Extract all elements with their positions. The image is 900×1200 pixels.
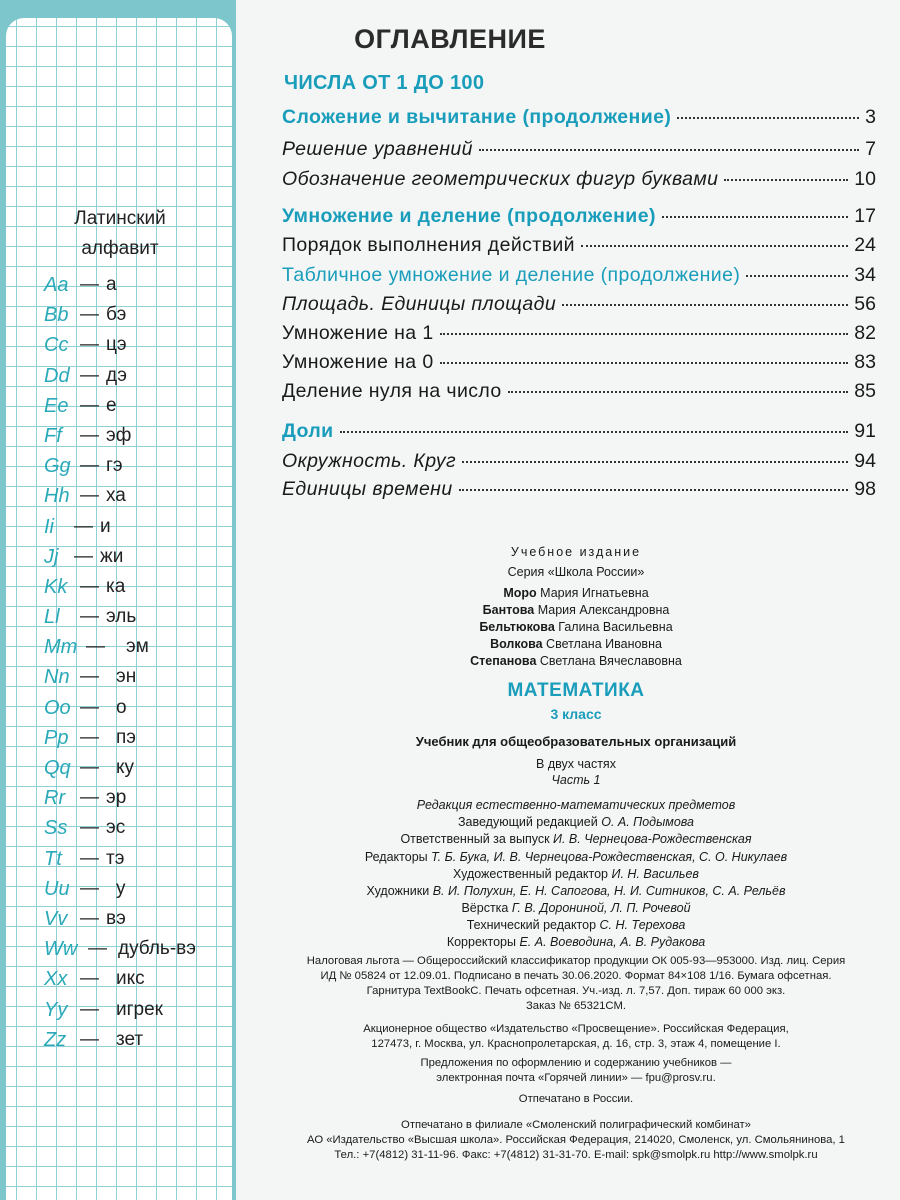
toc-entry[interactable] — [282, 420, 876, 443]
book-title: МАТЕМАТИКА — [507, 680, 645, 701]
editorial-label: Редакция естественно-математических предметов — [416, 798, 736, 812]
dot-leader — [462, 461, 848, 463]
latin-letter: Xx — [44, 968, 68, 991]
tech-info-line: ИД № 05824 от 12.09.01. Подписано в печать 30.06.2020. Формат 84×108 1/16. Бумага офсетная. — [320, 970, 832, 982]
pronunciation: зет — [116, 1028, 144, 1050]
toc-entry-page: 17 — [854, 205, 876, 227]
credit-line — [270, 900, 882, 916]
credit-role: Вёрстка — [461, 901, 509, 915]
dot-leader — [724, 179, 848, 181]
credit-role: Ответственный за выпуск — [400, 832, 550, 846]
toc-entry-title: Порядок выполнения действий — [282, 234, 575, 256]
toc-entry-page: 10 — [854, 168, 876, 190]
credit-role: Художественный редактор — [453, 867, 609, 881]
series-label: Серия «Школа России» — [507, 565, 645, 579]
toc-entry[interactable] — [282, 450, 876, 473]
toc-entry[interactable] — [282, 293, 876, 316]
alphabet-row: Vv — вэ — [44, 904, 196, 934]
tech-info-line: Гарнитура TextBookC. Печать офсетная. Уч.-изд. л. 7,57. Доп. тираж 60 000 экз. — [366, 985, 786, 997]
alphabet-row: Aa — а — [44, 270, 196, 300]
edition-label: Учебное издание — [510, 545, 642, 559]
toc-entry[interactable] — [282, 351, 876, 374]
pronunciation: е — [106, 394, 117, 416]
alphabet-row: Ww — дубль-вэ — [44, 934, 196, 964]
printer-line: Отпечатано в филиале «Смоленский полиграфический комбинат» — [401, 1119, 751, 1131]
credit-line — [270, 849, 882, 865]
credit-names: Т. Б. Бука, И. В. Чернецова-Рождественская, С. О. Никулаев — [431, 850, 788, 864]
toc-entry-title: Умножение на 1 — [282, 322, 434, 344]
pronunciation: эль — [106, 606, 137, 628]
latin-letter: Dd — [44, 364, 70, 387]
latin-letter: Zz — [44, 1028, 67, 1051]
toc-title: ОГЛАВЛЕНИЕ — [354, 24, 546, 54]
toc-entry-title: Табличное умножение и деление (продолжение) — [282, 264, 741, 286]
pronunciation: дэ — [106, 364, 127, 386]
toc-entry-title: Площадь. Единицы площади — [282, 293, 557, 315]
author-name: Галина Васильевна — [558, 620, 673, 634]
latin-letter: Tt — [44, 847, 62, 870]
tech-info-line: Налоговая льгота — Общероссийский классификатор продукции ОК 005-93—953000. Изд. лиц. Серия — [306, 955, 846, 967]
latin-letter: Hh — [44, 485, 70, 508]
pronunciation: эс — [106, 817, 126, 839]
publisher-line: 127473, г. Москва, ул. Краснопролетарская, д. 16, стр. 3, этаж 4, помещение I. — [371, 1038, 781, 1050]
toc-entry-page: 85 — [854, 380, 876, 402]
author-surname: Бантова — [482, 603, 535, 617]
author-name: Светлана Ивановна — [546, 637, 662, 651]
toc-entry-page: 91 — [854, 420, 876, 442]
latin-letter: Mm — [44, 636, 78, 659]
alphabet-row: Gg — гэ — [44, 451, 196, 481]
dot-leader — [562, 304, 848, 306]
toc-entry[interactable] — [282, 138, 876, 161]
author — [270, 653, 882, 669]
pronunciation: ка — [106, 575, 126, 597]
printed-in-label: Отпечатано в России. — [518, 1093, 634, 1105]
dot-leader — [459, 489, 849, 491]
tech-info-line: Заказ № 65321СМ. — [525, 1000, 627, 1012]
toc-entry[interactable] — [282, 380, 876, 403]
toc-entry-page: 56 — [854, 293, 876, 315]
pronunciation: пэ — [116, 726, 136, 748]
toc-entry[interactable] — [282, 322, 876, 345]
author-name: Светлана Вячеславовна — [539, 654, 682, 668]
latin-letter: Vv — [44, 907, 68, 930]
publisher-line: Акционерное общество «Издательство «Просвещение». Российская Федерация, — [363, 1023, 789, 1035]
pronunciation: а — [106, 274, 117, 295]
toc-entry[interactable] — [282, 234, 876, 257]
pronunciation: ку — [116, 757, 135, 778]
parts-label: В двух частях — [536, 757, 616, 771]
author — [270, 585, 882, 601]
pronunciation: игрек — [116, 998, 163, 1020]
dot-leader — [581, 245, 848, 247]
credit-line — [270, 814, 882, 830]
author-surname: Бельтюкова — [479, 620, 555, 634]
alphabet-title-line1: Латинский — [74, 208, 166, 229]
credit-names: И. Н. Васильев — [611, 867, 699, 881]
alphabet-row: Qq — ку — [44, 753, 196, 783]
dot-leader — [746, 275, 848, 277]
latin-letter: Ii — [44, 515, 54, 538]
credit-names: С. Н. Терехова — [599, 918, 686, 932]
credit-role: Технический редактор — [466, 918, 597, 932]
latin-letter: Jj — [44, 545, 59, 568]
alphabet-row: Ee — е — [44, 391, 196, 421]
author-surname: Степанова — [470, 654, 537, 668]
toc-entry-page: 3 — [865, 106, 876, 128]
offers-line: Предложения по оформлению и содержанию учебников — — [420, 1057, 732, 1069]
author — [270, 636, 882, 652]
latin-letter: Ww — [44, 938, 78, 961]
toc-entry[interactable] — [282, 478, 876, 501]
latin-letter: Ff — [44, 424, 62, 447]
toc-chapter: ЧИСЛА ОТ 1 ДО 100 — [284, 72, 485, 94]
printer-line: Тел.: +7(4812) 31-11-96. Факс: +7(4812) 31-31-70. E-mail: spk@smolpk.ru http://www.smolpk.ru — [334, 1149, 818, 1161]
latin-letter: Uu — [44, 877, 70, 900]
alphabet-row: Yy — игрек — [44, 995, 196, 1025]
pronunciation: эм — [126, 636, 149, 658]
credit-role: Заведующий редакцией — [457, 815, 598, 829]
latin-letter: Nn — [44, 666, 70, 689]
credit-names: В. И. Полухин, Е. Н. Сапогова, Н. И. Ситников, С. А. Рельёв — [432, 884, 786, 898]
dot-leader — [340, 431, 849, 433]
credit-names: О. А. Подымова — [601, 815, 695, 829]
author-surname: Моро — [503, 586, 537, 600]
credit-line — [270, 866, 882, 882]
alphabet-row: Oo — о — [44, 693, 196, 723]
latin-letter: Kk — [44, 575, 68, 598]
alphabet-row: Zz — зет — [44, 1025, 196, 1055]
pronunciation: ха — [106, 485, 126, 507]
dot-leader — [440, 333, 849, 335]
credit-role: Корректоры — [446, 935, 516, 949]
alphabet-row: Uu — у — [44, 874, 196, 904]
alphabet-row: Dd — дэ — [44, 361, 196, 391]
toc-entry[interactable] — [282, 106, 876, 129]
pronunciation: эн — [116, 666, 137, 688]
pronunciation: жи — [100, 545, 124, 567]
book-subtitle: Учебник для общеобразовательных организаций — [415, 734, 737, 749]
toc-entry-page: 83 — [854, 351, 876, 373]
alphabet-row: Mm — эм — [44, 632, 196, 662]
pronunciation: дубль-вэ — [118, 938, 196, 960]
credit-names: Е. А. Воеводина, А. В. Рудакова — [519, 935, 706, 949]
dot-leader — [440, 362, 849, 364]
alphabet-title-line2: алфавит — [81, 238, 159, 259]
latin-letter: Aa — [44, 274, 69, 296]
alphabet-row: Nn — эн — [44, 662, 196, 692]
toc-entry-title: Обозначение геометрических фигур буквами — [282, 168, 719, 190]
credit-line — [270, 883, 882, 899]
dot-leader — [508, 391, 849, 393]
toc-entry-title: Окружность. Круг — [282, 450, 457, 472]
alphabet-row: Tt — тэ — [44, 844, 196, 874]
pronunciation: и — [100, 515, 111, 537]
latin-letter: Qq — [44, 757, 71, 779]
toc-entry-page: 34 — [854, 264, 876, 286]
pronunciation: икс — [116, 968, 145, 990]
alphabet-row: Bb — бэ — [44, 300, 196, 330]
dot-leader — [677, 117, 859, 119]
latin-letter: Gg — [44, 455, 71, 478]
alphabet-row: Xx — икс — [44, 964, 196, 994]
printer-line: АО «Издательство «Высшая школа». Российская Федерация, 214020, Смоленск, ул. Смольянинова, 1 — [307, 1134, 845, 1146]
toc-entry-page: 7 — [865, 138, 876, 160]
credit-line — [270, 917, 882, 933]
pronunciation: у — [116, 877, 126, 899]
grade-label: 3 класс — [550, 706, 602, 722]
part-label: Часть 1 — [551, 773, 601, 787]
toc-entry-title: Решение уравнений — [282, 138, 473, 160]
credit-line — [270, 831, 882, 847]
toc-entry-title: Деление нуля на число — [282, 380, 502, 402]
alphabet-row: Jj — жи — [44, 542, 196, 572]
pronunciation: о — [116, 696, 127, 718]
pronunciation: вэ — [106, 907, 126, 929]
latin-letter: Ll — [44, 606, 60, 629]
latin-letter: Bb — [44, 304, 69, 327]
alphabet-row: Kk — ка — [44, 572, 196, 602]
pronunciation: тэ — [106, 847, 125, 869]
toc-entry[interactable] — [282, 264, 876, 287]
toc-entry-page: 24 — [854, 234, 876, 256]
alphabet-row: Ii — и — [44, 512, 196, 542]
pronunciation: эр — [106, 787, 127, 809]
credit-names: Г. В. Дорониной, Л. П. Рочевой — [511, 901, 691, 915]
pronunciation: цэ — [106, 334, 127, 356]
alphabet-row: Pp — пэ — [44, 723, 196, 753]
alphabet-title — [0, 204, 240, 264]
toc-entry-title: Сложение и вычитание (продолжение) — [282, 106, 672, 128]
latin-letter: Rr — [44, 787, 66, 810]
toc-entry-title: Умножение и деление (продолжение) — [282, 205, 656, 227]
alphabet-row: Ll — эль — [44, 602, 196, 632]
toc-entry[interactable] — [282, 205, 876, 228]
author-name: Мария Александровна — [537, 603, 670, 617]
latin-letter: Ee — [44, 394, 69, 417]
toc-entry-title: Доли — [282, 420, 334, 442]
alphabet-row: Cc — цэ — [44, 330, 196, 360]
pronunciation: гэ — [106, 455, 123, 477]
alphabet-row: Rr — эр — [44, 783, 196, 813]
author — [270, 602, 882, 618]
alphabet-row: Hh — ха — [44, 481, 196, 511]
dot-leader — [479, 149, 859, 151]
toc-entry-page: 94 — [854, 450, 876, 472]
pronunciation: бэ — [106, 304, 127, 326]
toc-entry-title: Умножение на 0 — [282, 351, 434, 373]
toc-entry-page: 82 — [854, 322, 876, 344]
author — [270, 619, 882, 635]
credit-line — [270, 934, 882, 950]
dot-leader — [662, 216, 848, 218]
offers-line: электронная почта «Горячей линии» — fpu@prosv.ru. — [436, 1072, 716, 1084]
toc-entry-title: Единицы времени — [282, 478, 453, 500]
credit-role: Художники — [366, 884, 430, 898]
alphabet-row: Ss — эс — [44, 813, 196, 843]
latin-letter: Cc — [44, 334, 69, 357]
alphabet-list — [44, 270, 196, 1055]
latin-letter: Ss — [44, 817, 68, 840]
author-surname: Волкова — [490, 637, 543, 651]
author-name: Мария Игнатьевна — [540, 586, 649, 600]
credit-role: Редакторы — [364, 850, 428, 864]
toc-entry[interactable] — [282, 168, 876, 191]
pronunciation: эф — [106, 424, 132, 446]
credit-names: И. В. Чернецова-Рождественская — [553, 832, 752, 846]
alphabet-row: Ff — эф — [44, 421, 196, 451]
latin-letter: Oo — [44, 696, 71, 719]
toc-entry-page: 98 — [854, 478, 876, 500]
latin-letter: Pp — [44, 726, 69, 749]
latin-letter: Yy — [44, 998, 68, 1021]
